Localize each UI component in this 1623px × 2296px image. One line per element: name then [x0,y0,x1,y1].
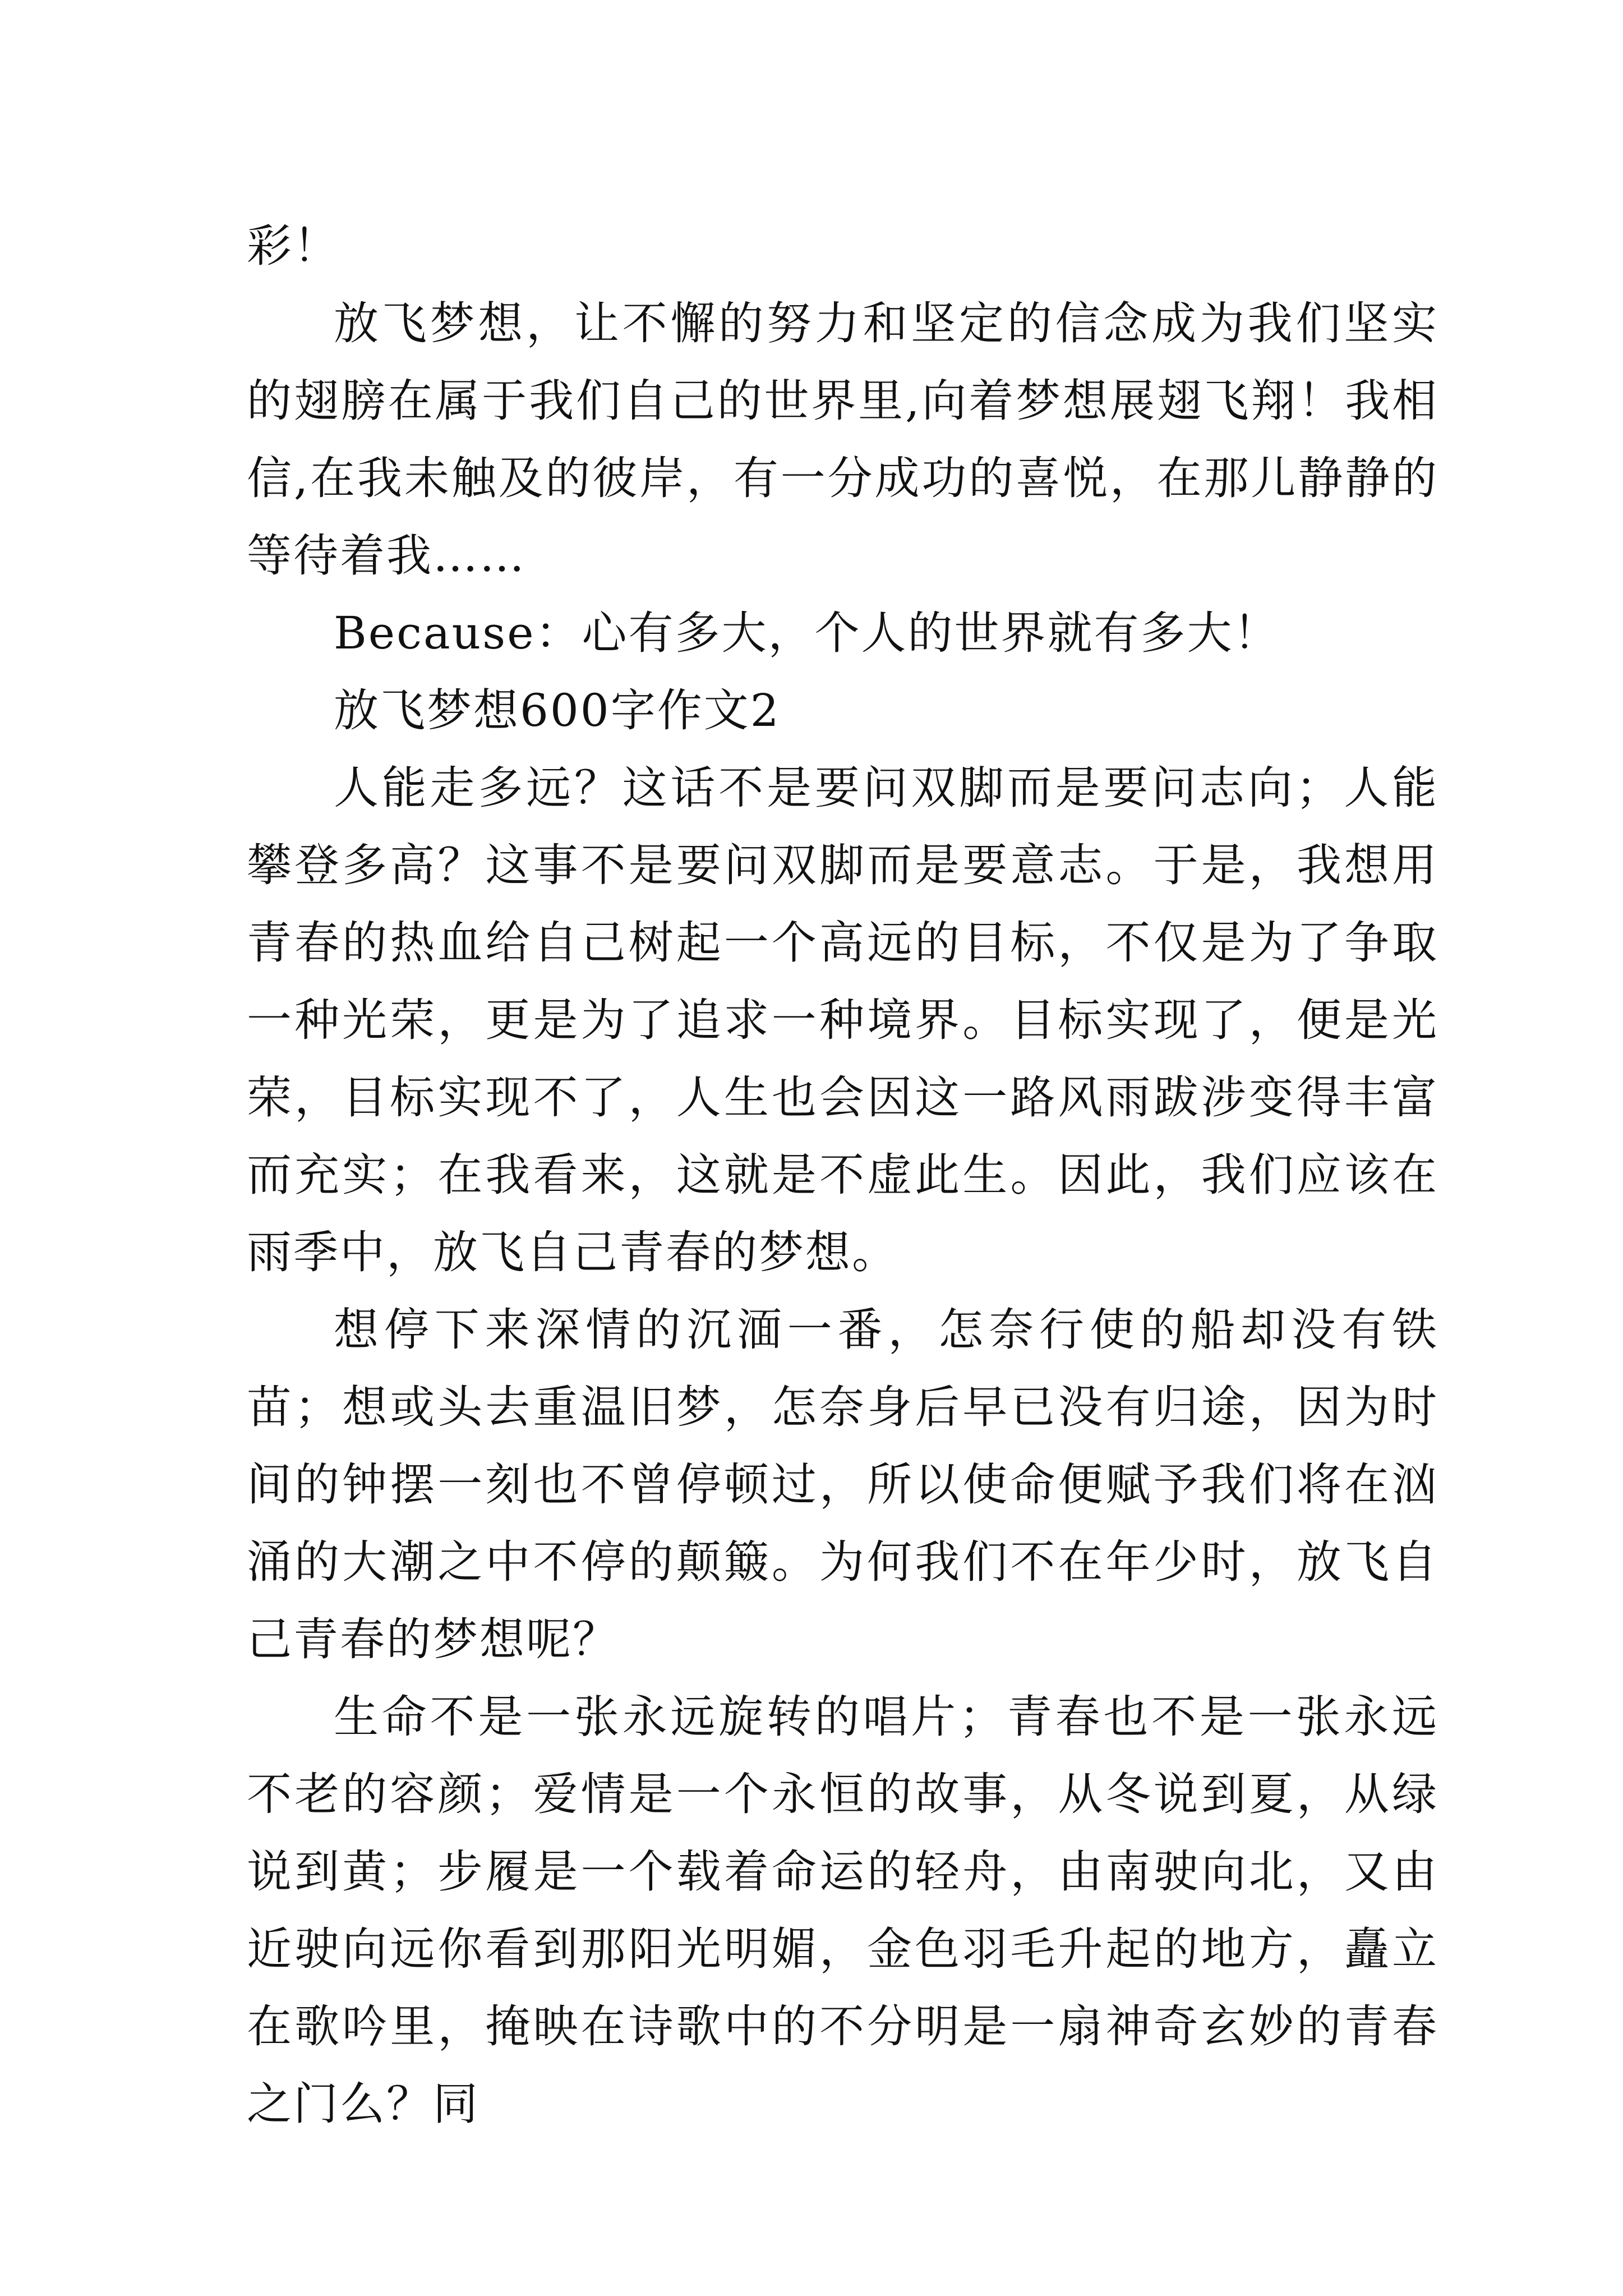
paragraph-continuation: 彩！ [247,220,340,272]
paragraph-life: 生命不是一张永远旋转的唱片；青春也不是一张永远不老的容颜；爱情是一个永恒的故事，从冬说到夏，从绿说到黄；步履是一个载着命运的轻舟，由南驶向北，又由近驶向远你看到那阳光明媚，金色羽毛升起的地方，矗立在歌吟里，掩映在诗歌中的不分明是一扇神奇玄妙的青春之门么？同 [247,1691,1438,2130]
paragraph-because: Because：心有多大，个人的世界就有多大！ [334,607,1280,659]
paragraph-dream-wings: 放飞梦想，让不懈的努力和坚定的信念成为我们坚实的翅膀在属于我们自己的世界里,向着梦想展翅飞翔！我相信,在我未触及的彼岸，有一分成功的喜悦，在那儿静静的等待着我…… [247,297,1438,582]
paragraph-how-far: 人能走多远？这话不是要问双脚而是要问志向；人能攀登多高？这事不是要问双脚而是要意志。于是，我想用青春的热血给自己树起一个高远的目标，不仅是为了争取一种光荣，更是为了追求一种境界。目标实现了，便是光荣，目标实现不了，人生也会因这一路风雨跋涉变得丰富而充实；在我看来，这就是不虚此生。因此，我们应该在雨季中，放飞自己青春的梦想。 [247,762,1438,1278]
paragraph-pause: 想停下来深情的沉湎一番，怎奈行使的船却没有铁苗；想或头去重温旧梦，怎奈身后早已没有归途，因为时间的钟摆一刻也不曾停顿过，所以使命便赋予我们将在汹涌的大潮之中不停的颠簸。为何我们不在年少时，放飞自己青春的梦想呢？ [247,1304,1438,1665]
essay-heading: 放飞梦想600字作文2 [334,684,781,737]
document-body [247,208,1438,2143]
